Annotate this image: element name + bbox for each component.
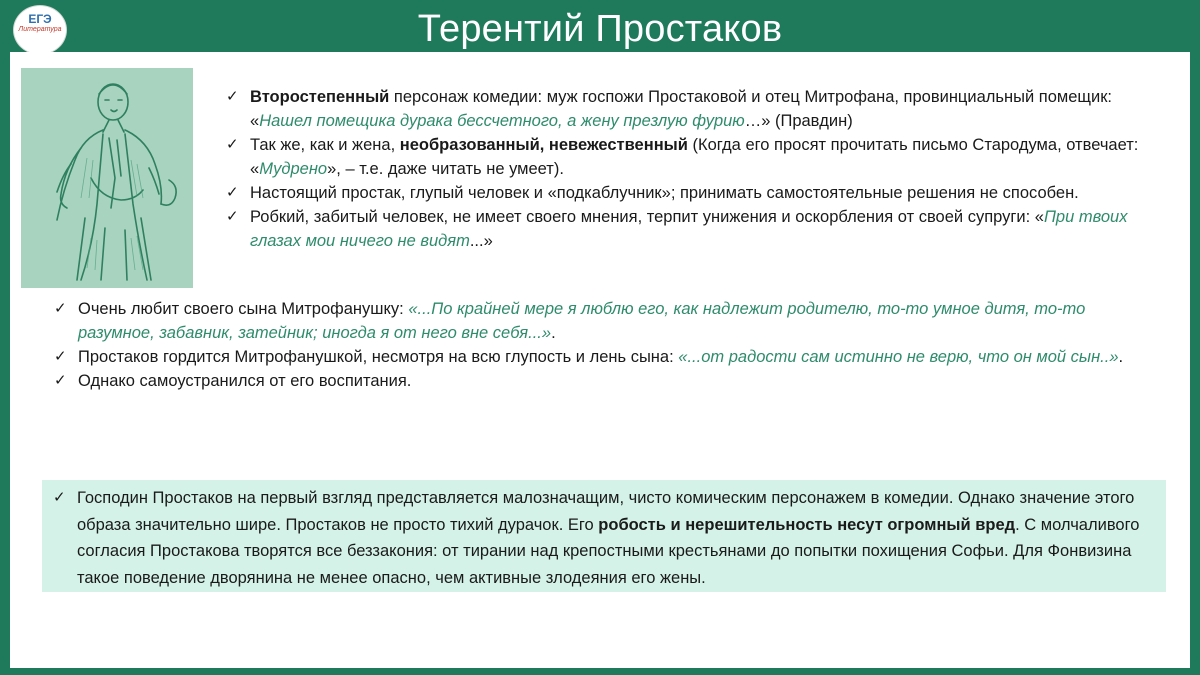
text-segment: Простаков гордится Митрофанушкой, несмотря на всю глупость и лень сына:: [78, 348, 679, 366]
quote-text: «...По крайней мере я люблю его, как надлежит родителю, то-то умное дитя, то-то разумное, забавник, затейник; иногда я от него вне себя...»: [78, 300, 1086, 342]
check-icon: ✓: [226, 136, 239, 153]
summary-list: [42, 480, 1166, 591]
list-item: [225, 205, 1155, 253]
text-segment: …» (Правдин): [744, 112, 853, 130]
check-icon: ✓: [53, 489, 66, 506]
emphasis-text: Второстепенный: [250, 88, 390, 106]
logo-sub-text: Литература: [18, 26, 62, 33]
text-segment: .: [551, 324, 556, 342]
text-segment: Очень любит своего сына Митрофанушку:: [78, 300, 409, 318]
quote-text: Нашел помещика дурака бессчетного, а жену презлую фурию: [259, 112, 745, 130]
summary-box: [42, 480, 1166, 592]
text-segment: », – т.е. даже читать не умеет).: [327, 160, 564, 178]
text-segment: . С молчаливого согласия Простакова творятся все беззакония: от тирании над крепостными крестьянами до попытки похищения Софьи. Для Фонвизина такое поведение дворянина не менее опасно, чем активные злодеяния его жены.: [77, 515, 1140, 587]
list-item: [53, 297, 1153, 345]
list-item: [225, 181, 1155, 205]
portrait-figure-icon: [21, 68, 193, 288]
text-segment: Робкий, забитый человек, не имеет своего мнения, терпит унижения и оскорбления от своей супруги: «: [250, 208, 1044, 226]
check-icon: ✓: [54, 372, 67, 389]
list-item: [53, 345, 1153, 369]
check-icon: ✓: [54, 300, 67, 317]
quote-text: «...от радости сам истинно не верю, что он мой сын..»: [678, 348, 1119, 366]
top-bullet-list: [225, 85, 1155, 253]
emphasis-text: необразованный, невежественный: [399, 136, 688, 154]
text-segment: Господин Простаков на первый взгляд представляется малозначащим, чисто комическим персонажем в комедии. Однако значение этого образа значительно шире. Простаков не просто тихий дурачок. Его: [77, 489, 1135, 534]
text-segment: Однако самоустранился от его воспитания.: [78, 372, 412, 390]
text-segment: Настоящий простак, глупый человек и «подкаблучник»; принимать самостоятельные решения не способен.: [250, 184, 1079, 202]
text-segment: персонаж комедии: муж госпожи Простаковой и отец Митрофана, провинциальный помещик: «: [250, 88, 1113, 130]
text-segment: .: [1118, 348, 1124, 366]
list-item: [52, 485, 1156, 591]
check-icon: ✓: [226, 184, 239, 201]
list-item: [225, 133, 1155, 181]
check-icon: ✓: [226, 208, 239, 225]
text-segment: Так же, как и жена,: [250, 136, 400, 154]
quote-text: Мудрено: [259, 160, 328, 178]
portrait-illustration: [21, 68, 193, 288]
quote-text: При твоих глазах мои ничего не видят: [250, 208, 1128, 250]
page-title: Терентий Простаков: [417, 8, 783, 50]
content-panel: [10, 52, 1190, 668]
text-segment: ...»: [469, 232, 493, 250]
mid-bullet-list: [53, 297, 1153, 393]
emphasis-text: робость и нерешительность несут огромный вред: [598, 515, 1016, 534]
list-item: [225, 85, 1155, 133]
list-item: [53, 369, 1153, 393]
check-icon: ✓: [54, 348, 67, 365]
check-icon: ✓: [226, 88, 239, 105]
logo-main-text: ЕГЭ: [28, 12, 52, 26]
text-segment: (Когда его просят прочитать письмо Стародума, отвечает: «: [250, 136, 1139, 178]
